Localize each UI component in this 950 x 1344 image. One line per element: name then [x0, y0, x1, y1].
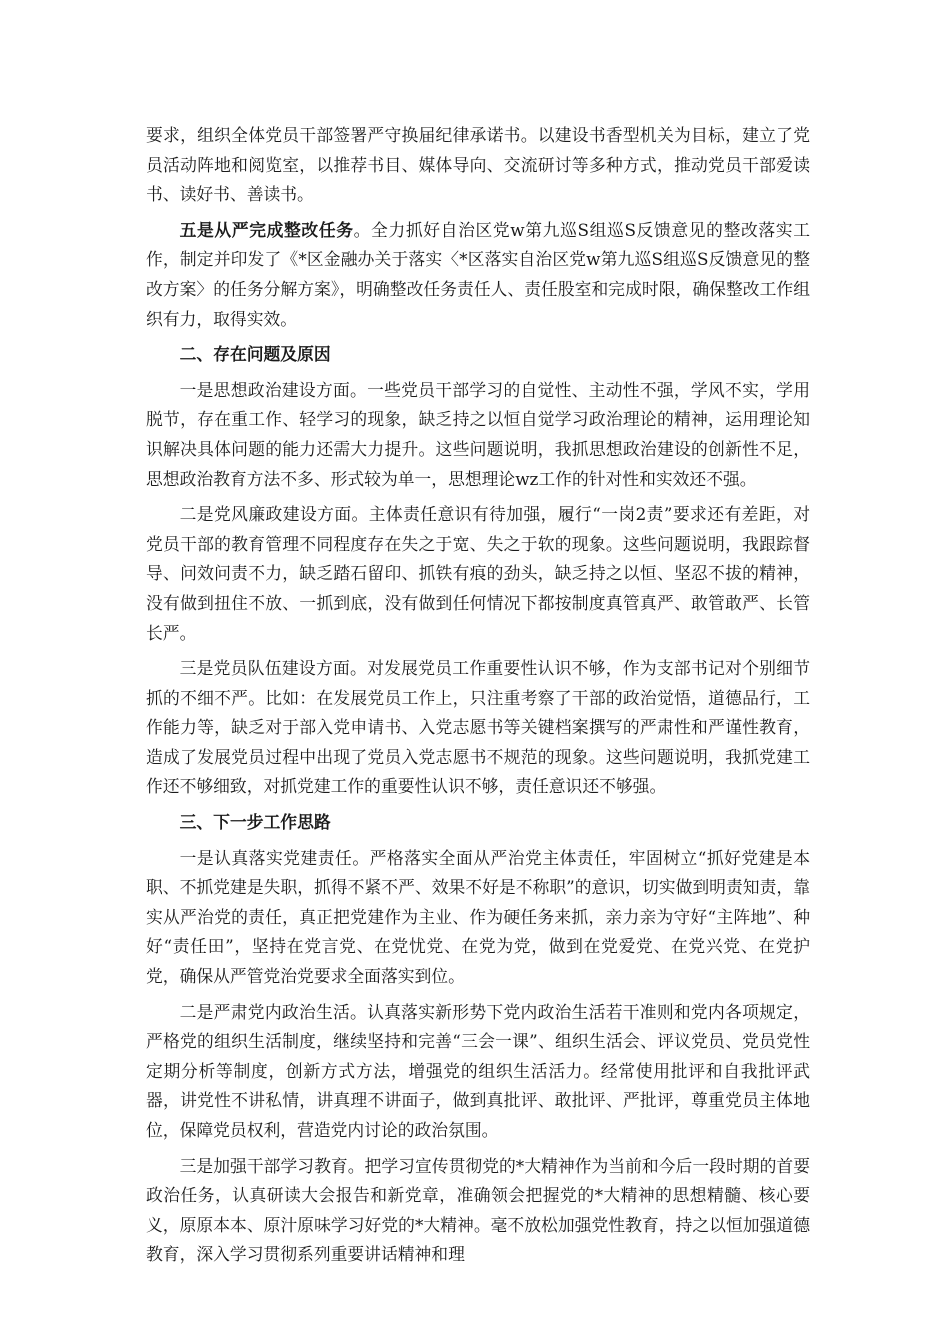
item-five-lead: 五是从严完成整改任务 [179, 219, 354, 240]
paragraph-item-five [146, 216, 810, 334]
paragraph-next-responsibility: 一是认真落实党建责任。严格落实全面从严治党主体责任，牢固树立“抓好党建是本职、不抓党建是失职，抓得不紧不严、效果不好是不称职”的意识，切实做到明责知责，靠实从严治党的责任，真正把党建作为主业、作为硬任务来抓，亲力亲为守好“主阵地”、种好“责任田”，坚持在党言党、在党忧党、在党为党，做到在党爱党、在党兴党、在党护党，确保从严管党治党要求全面落实到位。 [146, 847, 810, 987]
section-heading-problems: 二、存在问题及原因 [179, 344, 331, 365]
section-heading-next-steps: 三、下一步工作思路 [179, 812, 331, 833]
paragraph-problem-ideology: 一是思想政治建设方面。一些党员干部学习的自觉性、主动性不强，学风不实，学用脱节，存在重工作、轻学习的现象，缺乏持之以恒自觉学习政治理论的精神，运用理论知识解决具体问题的能力还需大力提升。这些问题说明，我抓思想政治建设的创新性不足，思想政治教育方法不多、形式较为单一，思想理论wz工作的针对性和实效还不强。 [146, 379, 810, 489]
item-five-text: 。全力抓好自治区党w第九巡S组巡S反馈意见的整改落实工作，制定并印发了《*区金融办关于落实〈*区落实自治区党w第九巡S组巡S反馈意见的整改方案〉的任务分解方案》，明确整改任务责任人、责任股室和完成时限，确保整改工作组织有力，取得实效。 [146, 219, 810, 329]
paragraph-continuation: 要求，组织全体党员干部签署严守换届纪律承诺书。以建设书香型机关为目标，建立了党员活动阵地和阅览室，以推荐书目、媒体导向、交流研讨等多种方式，推动党员干部爱读书、读好书、善读书。 [146, 125, 810, 205]
paragraph-next-education: 三是加强干部学习教育。把学习宣传贯彻党的*大精神作为当前和今后一段时期的首要政治任务，认真研读大会报告和新党章，准确领会把握党的*大精神的思想精髓、核心要义，原原本本、原汁原味学习好党的*大精神。毫不放松加强党性教育，持之以恒加强道德教育，深入学习贯彻系列重要讲话精神和理 [146, 1155, 810, 1265]
paragraph-next-political-life: 二是严肃党内政治生活。认真落实新形势下党内政治生活若干准则和党内各项规定，严格党的组织生活制度，继续坚持和完善“三会一课”、组织生活会、评议党员、党员党性定期分析等制度，创新方式方法，增强党的组织生活活力。经常使用批评和自我批评武器，讲党性不讲私情，讲真理不讲面子，做到真批评、敢批评、严批评，尊重党员主体地位，保障党员权利，营造党内讨论的政治氛围。 [146, 1001, 810, 1140]
paragraph-problem-team: 三是党员队伍建设方面。对发展党员工作重要性认识不够，作为支部书记对个别细节抓的不细不严。比如：在发展党员工作上，只注重考察了干部的政治觉悟，道德品行，工作能力等，缺乏对于部入党申请书、入党志愿书等关键档案撰写的严肃性和严谨性教育，造成了发展党员过程中出现了党员入党志愿书不规范的现象。这些问题说明，我抓党建工作还不够细致，对抓党建工作的重要性认识不够，责任意识还不够强。 [146, 658, 810, 797]
document-body [146, 121, 810, 1276]
paragraph-problem-integrity: 二是党风廉政建设方面。主体责任意识有待加强，履行“一岗2责”要求还有差距，对党员干部的教育管理不同程度存在失之于宽、失之于软的现象。这些问题说明，我跟踪督导、问效问责不力，缺乏踏石留印、抓铁有痕的劲头，缺乏持之以恒、坚忍不拔的精神，没有做到扭住不放、一抓到底，没有做到任何情况下都按制度真管真严、敢管敢严、长管长严。 [146, 504, 810, 643]
